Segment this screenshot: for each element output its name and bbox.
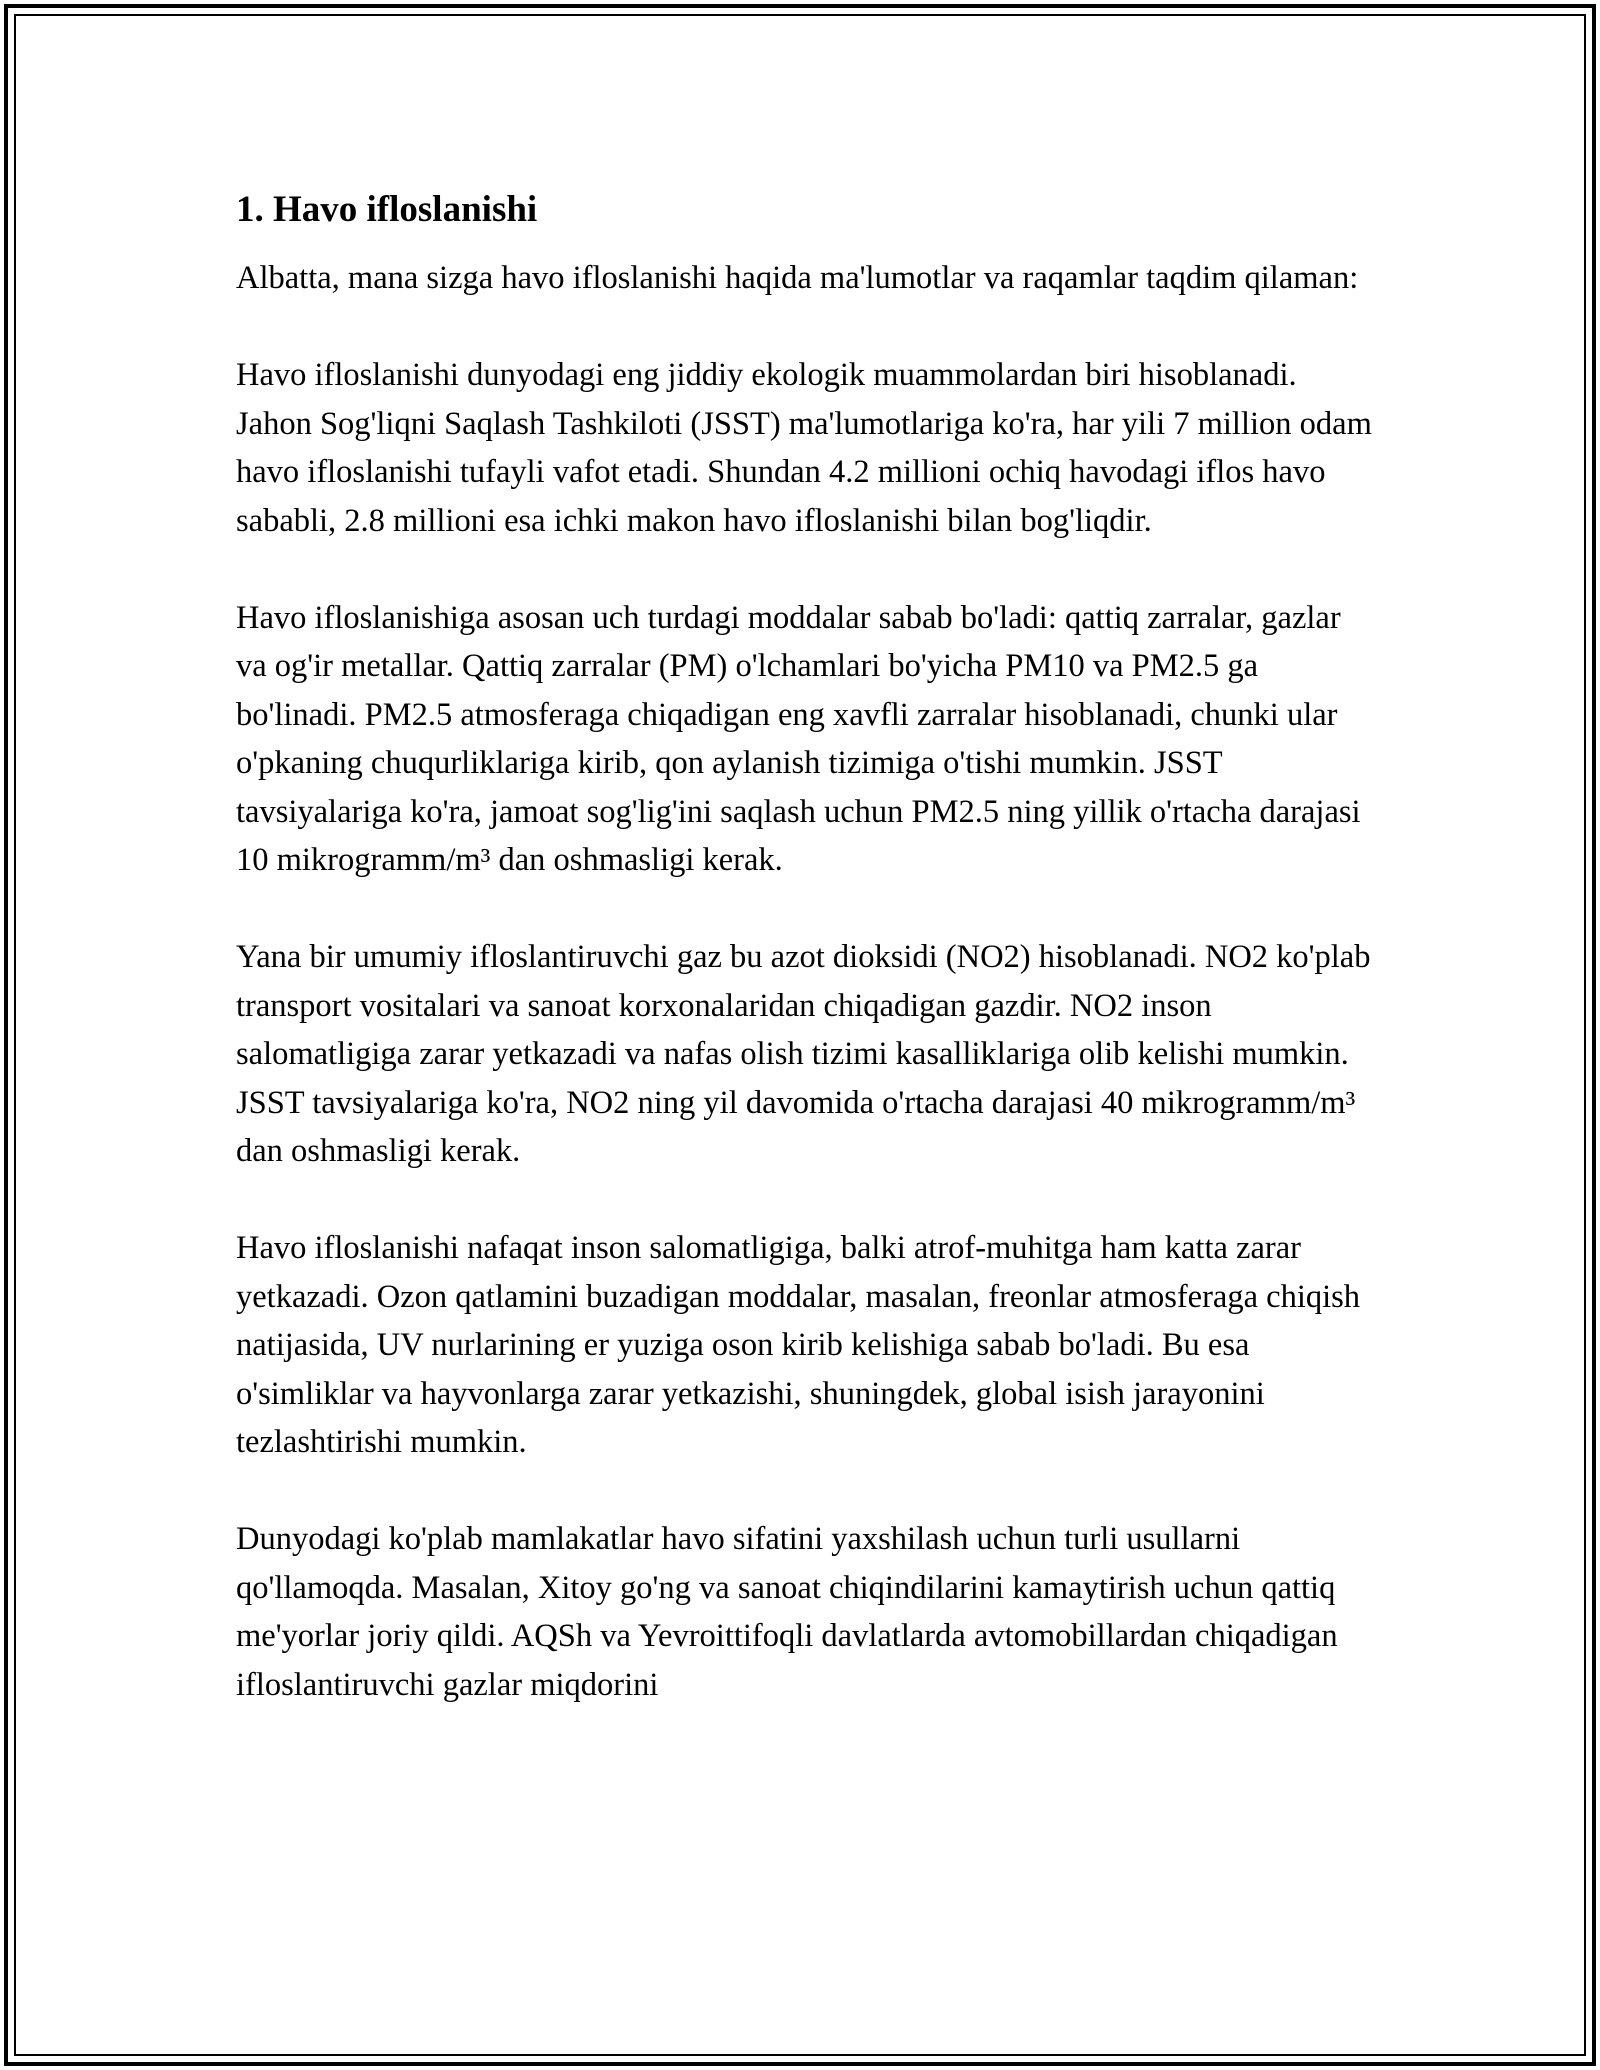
paragraph-nitrogen-dioxide: Yana bir umumiy ifloslantiruvchi gaz bu azot dioksidi (NO2) hisoblanadi. NO2 ko'plab transport vositalari va sanoat korxonalaridan chiqadigan gazdir. NO2 inson salomatligiga zarar yetkazadi va nafas olish tizimi kasalliklariga olib kelishi mumkin. JSST tavsiyalariga ko'ra, NO2 ning yil davomida o'rtacha darajasi 40 mikrogramm/m³ dan oshmasligi kerak. — [236, 939, 1371, 1169]
paragraph-mortality: Havo ifloslanishi dunyodagi eng jiddiy ekologik muammolardan biri hisoblanadi. Jahon Sog'liqni Saqlash Tashkiloti (JSST) ma'lumotlariga ko'ra, har yili 7 million odam havo ifloslanishi tufayli vafot etadi. Shundan 4.2 millioni ochiq havodagi iflos havo sababli, 2.8 millioni esa ichki makon havo ifloslanishi bilan bog'liqdir. — [236, 357, 1372, 539]
paragraph-environment: Havo ifloslanishi nafaqat inson salomatligiga, balki atrof-muhitga ham katta zarar yetkazadi. Ozon qatlamini buzadigan moddalar, masalan, freonlar atmosferaga chiqish natijasida, UV nurlarining er yuziga oson kirib kelishiga sabab bo'ladi. Bu esa o'simliklar va hayvonlarga zarar yetkazishi, shuningdek, global isish jarayonini tezlashtirishi mumkin. — [236, 1230, 1361, 1460]
paragraph-particulate-matter: Havo ifloslanishiga asosan uch turdagi moddalar sabab bo'ladi: qattiq zarralar, gazlar va og'ir metallar. Qattiq zarralar (PM) o'lchamlari bo'yicha PM10 va PM2.5 ga bo'linadi. PM2.5 atmosferaga chiqadigan eng xavfli zarralar hisoblanadi, chunki ular o'pkaning chuqurliklariga kirib, qon aylanish tizimiga o'tishi mumkin. JSST tavsiyalariga ko'ra, jamoat sog'lig'ini saqlash uchun PM2.5 ning yillik o'rtacha darajasi 10 mikrogramm/m³ dan oshmasligi kerak. — [236, 599, 1361, 878]
paragraph-countermeasures: Dunyodagi ko'plab mamlakatlar havo sifatini yaxshilash uchun turli usullarni qo'llamoqda. Masalan, Xitoy go'ng va sanoat chiqindilarini kamaytirish uchun qattiq me'yorlar joriy qildi. AQSh va Yevroittifoqli davlatlarda avtomobillardan chiqadigan ifloslantiruvchi gazlar miqdorini — [236, 1521, 1338, 1703]
paragraph-intro: Albatta, mana sizga havo ifloslanishi haqida ma'lumotlar va raqamlar taqdim qilaman: — [236, 260, 1359, 296]
document-heading: 1. Havo ifloslanishi — [236, 189, 538, 230]
document-body — [236, 186, 1376, 1758]
